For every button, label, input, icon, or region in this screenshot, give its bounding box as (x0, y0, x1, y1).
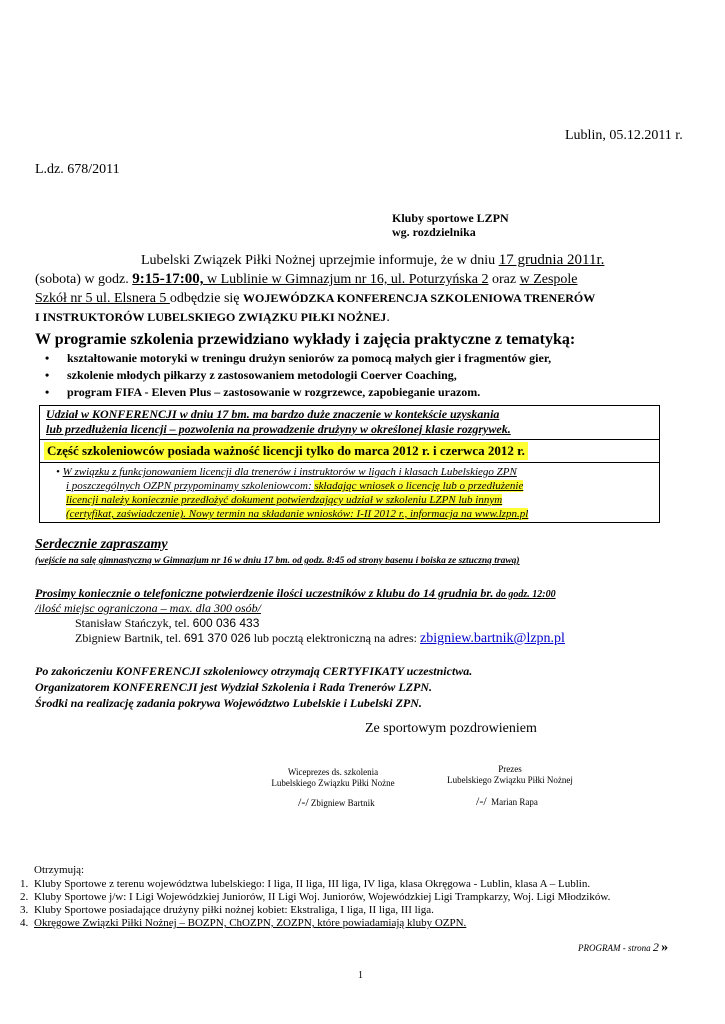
event-name-line-2: I INSTRUKTORÓW LUBELSKIEGO ZWIĄZKU PIŁKI NOŻNEJ (35, 310, 387, 324)
contact-bartnik: Zbigniew Bartnik, tel. 691 370 026 lub pocztą elektroniczną na adres: zbigniew.bartnik@lzpn.pl (75, 631, 565, 646)
contact-phone-1[interactable]: 600 036 433 (192, 616, 260, 630)
entry-note: (wejście na salę gimnastyczną w Gimnazjum nr 16 w dniu 17 bm. od godz. 8:45 od strony basenu i boiska ze sztuczną trawą) (35, 556, 520, 566)
program-list (35, 350, 695, 401)
signature-left-name: /-/ Zbigniew Bartnik (298, 795, 375, 809)
program-item: • szkolenie młodych piłkarzy z zastosowaniem metodologii Coerver Coaching, (35, 367, 695, 384)
reference-number: L.dz. 678/2011 (35, 162, 120, 177)
seat-limit: /ilość miejsc ograniczona – max. dla 300 osób/ (35, 601, 261, 615)
notice-divider-2 (39, 462, 660, 463)
contact-phone-2[interactable]: 691 370 026 (183, 631, 251, 645)
signature-left: Wiceprezes ds. szkolenia Lubelskiego Związku Piłki Nożne (271, 767, 395, 788)
event-date: 17 grudnia 2011r. (498, 252, 605, 268)
signature-right-name: /-/ Marian Rapa (476, 794, 538, 808)
closing-notes: Po zakończeniu KONFERENCJI szkoleniowcy otrzymają CERTYFIKATY uczestnictwa. Organizatorem KONFERENCJI jest Wydział Szkolenia i Rada Trenerów LZPN. Środki na realizację zadania pokrywa Województwo Lubelskie i Lubelski ZPN. (35, 664, 473, 710)
program-item: • program FIFA - Eleven Plus – zastosowanie w rozgrzewce, zapobieganie urazom. (35, 384, 695, 401)
next-arrows: » (661, 940, 669, 955)
program-item: • kształtowanie motoryki w treningu drużyn seniorów za pomocą małych gier i fragmentów gier, (35, 350, 695, 367)
event-name-line-1: WOJEWÓDZKA KONFERENCJA SZKOLENIOWA TRENERÓW (243, 291, 596, 305)
event-place-1: w Lublinie w Gimnazjum nr 16, ul. Poturzyńska 2 (203, 272, 489, 287)
distribution-title: Otrzymują: (34, 864, 85, 876)
recipient-line-1: Kluby sportowe LZPN (392, 211, 509, 225)
event-place-2-start: w Zespole (519, 272, 578, 287)
licence-bullet: • (56, 466, 63, 478)
distribution-item: 4. Okręgowe Związki Piłki Nożnej – BOZPN, ChOZPN, ZOZPN, które powiadamiają kluby OZPN. (20, 917, 467, 929)
distribution-item: 2. Kluby Sportowe j/w: I Ligi Wojewódzkiej Juniorów, II Ligi Woj. Juniorów, Wojewódzkiej Ligi Trampkarzy, Woj. Ligi Młodzików. (20, 891, 611, 903)
distribution-item: 1. Kluby Sportowe z terenu województwa lubelskiego: I liga, II liga, III liga, IV liga, klasa Okręgowa - Lublin, klasa A – Lublin. (20, 878, 591, 890)
distribution-list (20, 878, 610, 930)
notice-text: Udział w KONFERENCJI w dniu 17 bm. ma bardzo duże znaczenie w kontekście uzyskania lub przedłużenia licencji – pozwolenia na prowadzenie drużyny w określonej klasie rozgrywek. (46, 407, 511, 436)
email-link[interactable]: zbigniew.bartnik@lzpn.pl (419, 631, 565, 646)
page-number: 1 (358, 970, 363, 981)
confirm-request: Prosimy koniecznie o telefoniczne potwierdzenie ilości uczestników z klubu do 14 grudnia br. do godz. 12:00 (35, 586, 556, 600)
greeting: Ze sportowym pozdrowieniem (365, 721, 537, 736)
event-day: (sobota) (35, 272, 81, 287)
signature-right: Prezes Lubelskiego Związku Piłki Nożnej (447, 764, 573, 785)
licence-validity-highlight: Część szkoleniowców posiada ważność licencji tylko do marca 2012 r. i czerwca 2012 r. (44, 442, 528, 460)
program-heading: W programie szkolenia przewidziano wykłady i zajęcia praktyczne z tematyką: (35, 331, 576, 348)
place-date: Lublin, 05.12.2011 r. (565, 128, 683, 143)
invitation-title: Serdecznie zapraszamy (35, 537, 168, 552)
contact-stanczyk: Stanisław Stańczyk, tel. 600 036 433 (75, 616, 260, 630)
recipient-line-2: wg. rozdzielnika (392, 225, 476, 239)
notice-divider (39, 439, 660, 440)
next-page-ref: PROGRAM - strona 2 » (578, 940, 669, 955)
intro-paragraph: Lubelski Związek Piłki Nożnej uprzejmie informuje, że w dniu 17 grudnia 2011r. (sobota) w godz. 9:15-17:00, w Lublinie w Gimnazjum nr 16, ul. Poturzyńska 2 oraz w Zespole Szkół nr 5 ul. Elsnera 5 odbędzie się WOJEWÓDZKA KONFERENCJA SZKOLENIOWA TRENERÓW I INSTRUKTORÓW LUBELSKIEGO ZWIĄZKU PIŁKI NOŻNEJ. (35, 252, 605, 325)
distribution-item: 3. Kluby Sportowe posiadające drużyny piłki nożnej kobiet: Ekstraliga, I liga, II liga, III liga. (20, 904, 434, 916)
licence-info: • W związku z funkcjonowaniem licencji dla trenerów i instruktorów w ligach i klasach Lubelskiego ZPN i poszczególnych OZPN przypominamy szkoleniowcom: składając wniosek o licencję lub o przedłużenie licencji należy koniecznie przedłożyć dokument potwierdzający udział w szkoleniu LZPN lub innym (certyfikat, zaświadczenie). Nowy termin na składanie wniosków: I-II 2012 r., informacja na www.lzpn.pl (56, 466, 529, 520)
event-time: 9:15-17:00, (132, 271, 204, 287)
event-place-2-end: Szkół nr 5 ul. Elsnera 5 (35, 291, 170, 306)
